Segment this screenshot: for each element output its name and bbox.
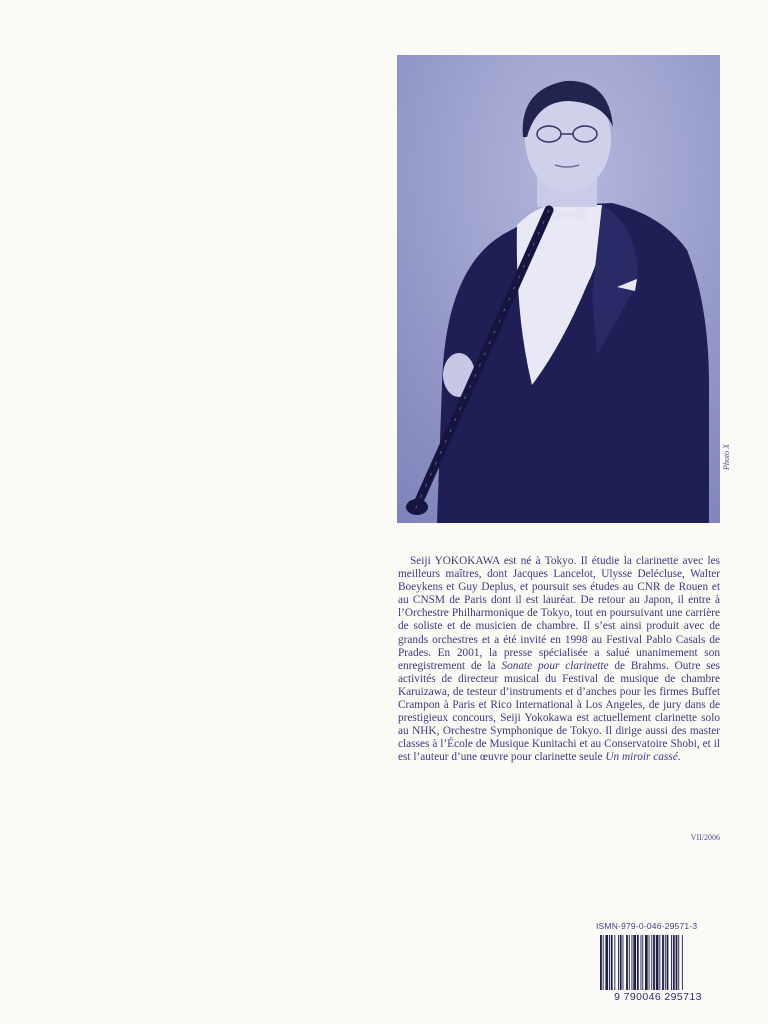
barcode-bar <box>678 935 679 991</box>
barcode-bar <box>629 935 630 991</box>
barcode-bar <box>618 935 619 991</box>
barcode-bar <box>603 935 604 991</box>
barcode-bar <box>667 935 669 991</box>
barcode-bar <box>671 935 672 991</box>
barcode-bar <box>653 935 655 991</box>
barcode-bar <box>645 935 648 991</box>
barcode-bar <box>673 935 675 991</box>
barcode-bar <box>662 935 664 991</box>
biography-text <box>398 555 720 765</box>
portrait-photo <box>397 55 720 523</box>
barcode-bar <box>637 935 639 991</box>
barcode-bar <box>642 935 643 991</box>
barcode-bar <box>665 935 666 991</box>
bio-text-part3: . <box>677 751 681 764</box>
bio-text-part1: Seiji YOKOKAWA est né à Tokyo. Il étudie la clarinette avec les meilleurs maîtres, dont Jacques Lancelot, Ulysse Delécluse, Walter Boeykens et Guy Deplus, et poursuit ses études au CNR de Rouen et au CNSM de Paris dont il est lauréat. De retour au Japon, il entre à l’Orchestre Philharmonique de Tokyo, tout en poursuivant une carrière de soliste et de musicien de chambre. Il s’est ainsi produit avec de grands orchestres et a été invité en 1998 au Festival Pablo Casals de Prades. En 2001, la presse spécialisée a salué unanimement son enregistrement de la <box>398 555 720 672</box>
barcode <box>596 933 720 997</box>
barcode-bar <box>656 935 659 991</box>
barcode-bar <box>614 935 615 991</box>
barcode-bar <box>633 935 636 991</box>
barcode-bar <box>676 935 678 991</box>
barcode-bar <box>609 935 610 991</box>
date-label: VII/2006 <box>690 833 720 842</box>
barcode-bar <box>626 935 628 991</box>
photo-credit: Photo X <box>722 444 731 470</box>
barcode-bar <box>659 935 660 991</box>
barcode-bar <box>600 935 602 991</box>
barcode-bars <box>596 933 720 997</box>
barcode-bar <box>649 935 650 991</box>
barcode-number: 9 790046 295713 <box>596 990 720 1004</box>
barcode-bar <box>605 935 608 991</box>
bio-italic-title2: Un miroir cassé <box>605 751 678 764</box>
barcode-bar <box>641 935 642 991</box>
bio-text-part2: de Brahms. Outre ses activités de directeur musical du Festival de musique de chambre Karuizawa, de testeur d’instruments et d’anches pour les firmes Buffet Crampon à Paris et Rico International à Los Angeles, de jury dans de prestigieux concours, Seiji Yokokawa est actuellement clarinette solo au NHK, Orchestre Symphonique de Tokyo. Il dirige aussi des master classes à l’École de Musique Kunitachi et au Conservatoire Shobi, et il est l’auteur d’une œuvre pour clarinette seule <box>398 659 720 764</box>
barcode-bar <box>632 935 633 991</box>
barcode-bar <box>651 935 652 991</box>
barcode-bar <box>620 935 622 991</box>
bio-italic-title1: Sonate pour clarinette <box>501 659 609 672</box>
clarinetist-portrait <box>397 55 720 523</box>
barcode-bar <box>611 935 613 991</box>
barcode-bar <box>682 935 683 991</box>
ismn-label: ISMN-979-0-046-29571-3 <box>596 921 698 931</box>
barcode-bar <box>623 935 624 991</box>
